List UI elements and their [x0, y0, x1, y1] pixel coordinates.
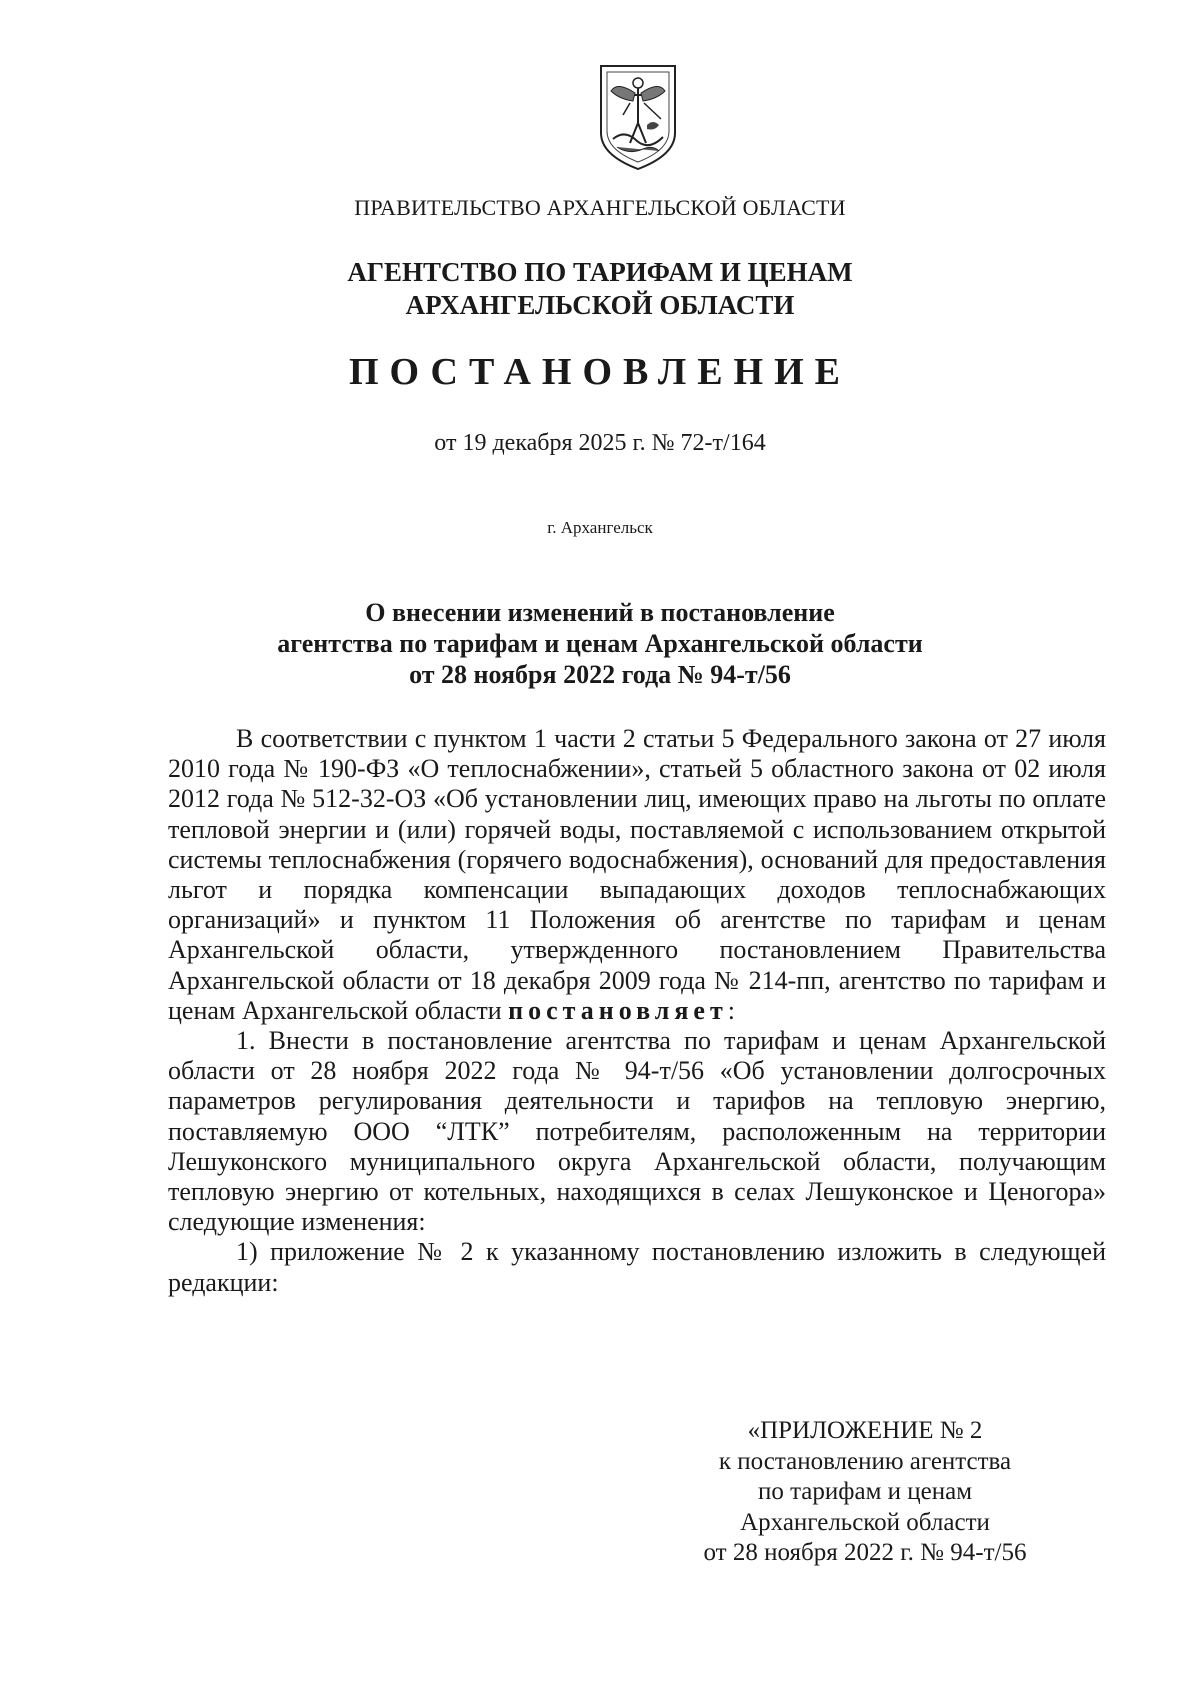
- appendix-line-4: Архангельской области: [740, 1508, 990, 1536]
- document-date-number: от 19 декабря 2025 г. № 72-т/164: [434, 430, 766, 456]
- body-paragraph-item-1: 1. Внести в постановление агентства по тарифам и ценам Архангельской области от 28 ноября 2022 года № 94-т/56 «Об установлении долгосрочных параметров регулирования деятельности и тарифов на тепловую энергию, поставляемую ООО “ЛТК” потребителям, расположенным на территории Лешуконского муниципального округа Архангельской области, получающим тепловую энергию от котельных, находящихся в селах Лешуконское и Ценогора» следующие изменения:: [168, 1026, 1106, 1237]
- document-body: [168, 724, 1106, 1298]
- document-subject: [0, 597, 1200, 690]
- appendix-line-1: «ПРИЛОЖЕНИЕ № 2: [747, 1417, 983, 1444]
- subject-line-1: О внесении изменений в постановление: [365, 598, 835, 627]
- resolves-verb: постановляет: [508, 995, 728, 1025]
- document-type-title: ПОСТАНОВЛЕНИЕ: [348, 351, 852, 393]
- preamble-colon: :: [727, 995, 735, 1025]
- agency-heading-line-1: АГЕНТСТВО ПО ТАРИФАМ И ЦЕНАМ: [347, 257, 853, 287]
- appendix-line-3: по тарифам и ценам: [757, 1478, 973, 1505]
- body-paragraph-preamble: [168, 724, 1106, 1026]
- subject-line-2: агентства по тарифам и ценам Архангельской области: [277, 629, 923, 658]
- preamble-text: В соответствии с пунктом 1 части 2 статьи 5 Федерального закона от 27 июля 2010 года № 190-ФЗ «О теплоснабжении», статьей 5 областного закона от 02 июля 2012 года № 512-32-ОЗ «Об установлении лиц, имеющих право на льготы по оплате тепловой энергии и (или) горячей воды, поставляемой с использованием открытой системы теплоснабжения (горячего водоснабжения), оснований для предоставления льгот и порядка компенсации выпадающих доходов теплоснабжающих организаций» и пунктом 11 Положения об агентстве по тарифам и ценам Архангельской области, утвержденного постановлением Правительства Архангельской области от 18 декабря 2009 года № 214-пп, агентство по тарифам и ценам Архангельской области: [168, 724, 1106, 1025]
- coat-of-arms-icon: [597, 63, 679, 171]
- appendix-line-5: от 28 ноября 2022 г. № 94-т/56: [703, 1539, 1027, 1566]
- agency-heading: [0, 256, 1200, 322]
- subject-line-3: от 28 ноября 2022 года № 94-т/56: [409, 660, 791, 689]
- body-paragraph-subitem-1: 1) приложение № 2 к указанному постановлению изложить в следующей редакции:: [168, 1237, 1106, 1297]
- government-heading: ПРАВИТЕЛЬСТВО АРХАНГЕЛЬСКОЙ ОБЛАСТИ: [354, 195, 846, 220]
- appendix-heading: [630, 1416, 1100, 1569]
- agency-heading-line-2: АРХАНГЕЛЬСКОЙ ОБЛАСТИ: [405, 290, 795, 320]
- document-city: г. Архангельск: [547, 518, 653, 537]
- appendix-line-2: к постановлению агентства: [718, 1447, 1012, 1475]
